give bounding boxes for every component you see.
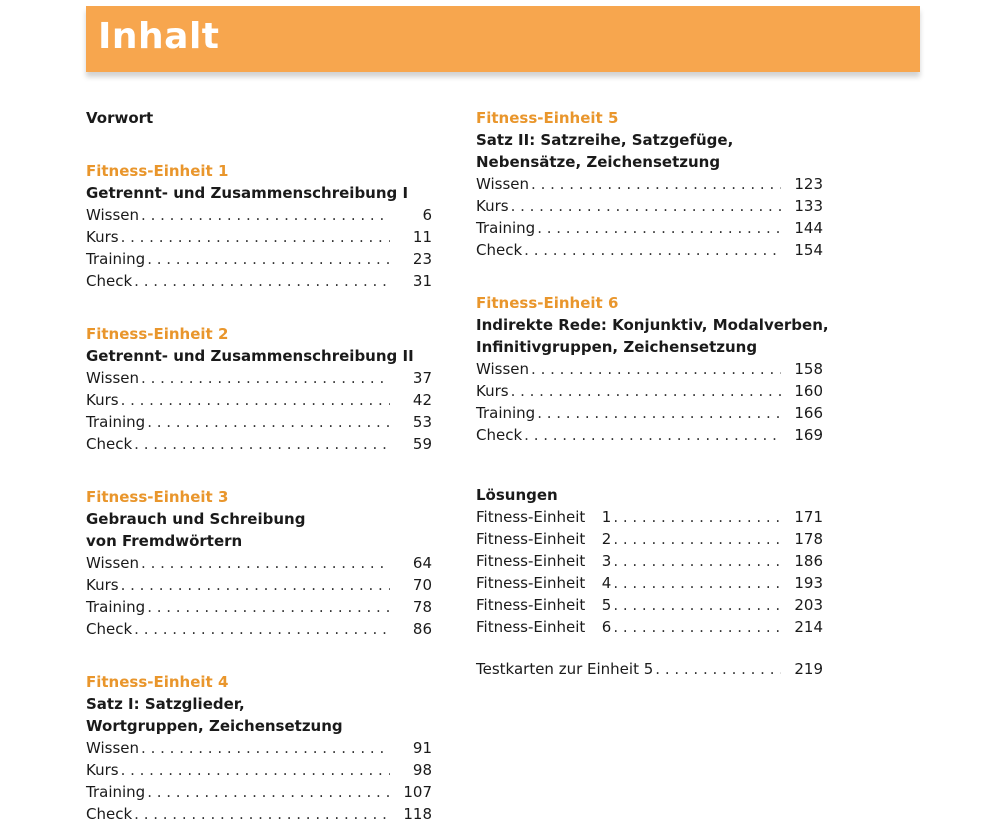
toc-entry[interactable] xyxy=(476,195,823,217)
entry-label: Training xyxy=(476,404,536,422)
page-number: 178 xyxy=(794,530,823,548)
entry-label: Kurs xyxy=(86,391,119,409)
entry-label: Training xyxy=(86,783,146,801)
toc-unit-1 xyxy=(86,160,432,292)
page-number: 160 xyxy=(794,382,823,400)
toc-entry[interactable] xyxy=(476,358,823,380)
dot-leader xyxy=(141,367,390,389)
page-number: 158 xyxy=(794,360,823,378)
page-number: 91 xyxy=(412,739,432,757)
dot-leader xyxy=(531,358,781,380)
toc-entry[interactable] xyxy=(86,552,432,574)
entry-label: Fitness-Einheit xyxy=(476,530,586,548)
entry-label: Fitness-Einheit xyxy=(476,552,586,570)
toc-entry[interactable] xyxy=(476,380,823,402)
entry-label: Check xyxy=(476,426,523,444)
toc-entry[interactable] xyxy=(476,616,823,638)
page-number: 203 xyxy=(794,596,823,614)
entry-label: Check xyxy=(86,805,133,823)
entry-label: Testkarten zur Einheit 5 xyxy=(476,660,654,678)
dot-leader xyxy=(613,616,781,638)
toc-unit-2 xyxy=(86,323,432,455)
entry-label: Fitness-Einheit xyxy=(476,508,586,526)
page-number: 107 xyxy=(403,783,432,801)
unit-number: 4 xyxy=(601,574,612,592)
toc-left-column xyxy=(86,107,432,825)
toc-entry[interactable] xyxy=(86,411,432,433)
toc-entry-testkarten[interactable] xyxy=(476,658,823,680)
entry-label: Check xyxy=(86,272,133,290)
toc-right-column xyxy=(476,107,829,680)
unit-heading[interactable]: Fitness-Einheit 5 xyxy=(476,109,619,127)
toc-entry[interactable] xyxy=(476,550,823,572)
entry-label: Wissen xyxy=(86,369,140,387)
unit-topic: Satz I: Satzglieder, xyxy=(86,695,245,713)
unit-topic: Indirekte Rede: Konjunktiv, Modalverben, xyxy=(476,316,829,334)
page-number: 86 xyxy=(412,620,432,638)
vorwort-heading[interactable]: Vorwort xyxy=(86,109,154,127)
entry-label: Kurs xyxy=(476,197,509,215)
dot-leader xyxy=(134,270,390,292)
dot-leader xyxy=(613,528,781,550)
unit-topic: Gebrauch und Schreibung xyxy=(86,510,306,528)
dot-leader xyxy=(147,411,390,433)
dot-leader xyxy=(613,594,781,616)
page-number: 133 xyxy=(794,197,823,215)
page-number: 64 xyxy=(412,554,432,572)
unit-topic: von Fremdwörtern xyxy=(86,532,243,550)
entry-label: Fitness-Einheit xyxy=(476,618,586,636)
unit-topic: Nebensätze, Zeichensetzung xyxy=(476,153,721,171)
unit-topic: Getrennt- und Zusammenschreibung I xyxy=(86,184,409,202)
entry-label: Training xyxy=(86,598,146,616)
dot-leader xyxy=(147,248,390,270)
entry-label: Kurs xyxy=(86,761,119,779)
page-number: 11 xyxy=(412,228,432,246)
entry-label: Wissen xyxy=(86,739,140,757)
page-number: 193 xyxy=(794,574,823,592)
dot-leader xyxy=(134,803,390,825)
toc-entry[interactable] xyxy=(476,217,823,239)
dot-leader xyxy=(613,550,781,572)
page-number: 219 xyxy=(794,660,823,678)
loesungen-heading[interactable]: Lösungen xyxy=(476,486,558,504)
unit-heading[interactable]: Fitness-Einheit 1 xyxy=(86,162,229,180)
unit-heading[interactable]: Fitness-Einheit 4 xyxy=(86,673,229,691)
entry-label: Wissen xyxy=(476,360,530,378)
page-number: 59 xyxy=(412,435,432,453)
dot-leader xyxy=(134,618,390,640)
toc-entry[interactable] xyxy=(476,572,823,594)
dot-leader xyxy=(121,226,390,248)
toc-entry[interactable] xyxy=(86,389,432,411)
unit-topic: Satz II: Satzreihe, Satzgefüge, xyxy=(476,131,734,149)
toc-entry[interactable] xyxy=(86,204,432,226)
unit-number: 2 xyxy=(601,530,612,548)
entry-label: Training xyxy=(86,250,146,268)
unit-number: 3 xyxy=(601,552,612,570)
unit-heading[interactable]: Fitness-Einheit 3 xyxy=(86,488,229,506)
page-number: 37 xyxy=(412,369,432,387)
toc-unit-3 xyxy=(86,486,432,640)
toc-entry[interactable] xyxy=(86,737,432,759)
toc-entry[interactable] xyxy=(86,226,432,248)
dot-leader xyxy=(524,424,781,446)
dot-leader xyxy=(531,173,781,195)
dot-leader xyxy=(141,552,390,574)
unit-topic: Infinitivgruppen, Zeichensetzung xyxy=(476,338,758,356)
toc-entry[interactable] xyxy=(86,433,432,455)
entry-label: Wissen xyxy=(86,554,140,572)
entry-label: Kurs xyxy=(86,228,119,246)
toc-entry[interactable] xyxy=(476,173,823,195)
dot-leader xyxy=(537,217,781,239)
entry-label: Check xyxy=(86,435,133,453)
toc-entry[interactable] xyxy=(476,528,823,550)
page-number: 42 xyxy=(412,391,432,409)
entry-label: Training xyxy=(476,219,536,237)
dot-leader xyxy=(121,389,390,411)
dot-leader xyxy=(613,506,781,528)
page-number: 171 xyxy=(794,508,823,526)
entry-label: Wissen xyxy=(86,206,140,224)
page-title: Inhalt xyxy=(98,16,220,57)
page-number: 169 xyxy=(794,426,823,444)
toc-entry[interactable] xyxy=(476,594,823,616)
page-number: 6 xyxy=(422,206,432,224)
page-number: 23 xyxy=(412,250,432,268)
title-banner xyxy=(86,6,920,72)
unit-number: 6 xyxy=(601,618,612,636)
toc-entry[interactable] xyxy=(86,574,432,596)
dot-leader xyxy=(511,380,781,402)
page-number: 154 xyxy=(794,241,823,259)
page-number: 78 xyxy=(412,598,432,616)
toc-entry[interactable] xyxy=(86,618,432,640)
toc-entry[interactable] xyxy=(86,596,432,618)
toc-entry[interactable] xyxy=(86,803,432,825)
toc-unit-6 xyxy=(476,292,829,446)
page-number: 98 xyxy=(412,761,432,779)
toc-entry[interactable] xyxy=(476,239,823,261)
entry-label: Kurs xyxy=(86,576,119,594)
unit-number: 5 xyxy=(601,596,612,614)
entry-label: Kurs xyxy=(476,382,509,400)
toc-entry[interactable] xyxy=(86,759,432,781)
dot-leader xyxy=(147,596,390,618)
page-number: 186 xyxy=(794,552,823,570)
page-number: 144 xyxy=(794,219,823,237)
entry-label: Check xyxy=(476,241,523,259)
unit-topic: Getrennt- und Zusammenschreibung II xyxy=(86,347,414,365)
unit-heading[interactable]: Fitness-Einheit 2 xyxy=(86,325,229,343)
page-number: 31 xyxy=(412,272,432,290)
entry-label: Training xyxy=(86,413,146,431)
toc-unit-4 xyxy=(86,671,432,825)
page-number: 118 xyxy=(403,805,432,823)
page-number: 70 xyxy=(412,576,432,594)
page-number: 166 xyxy=(794,404,823,422)
entry-label: Fitness-Einheit xyxy=(476,596,586,614)
dot-leader xyxy=(141,204,390,226)
entry-label: Fitness-Einheit xyxy=(476,574,586,592)
toc-entry[interactable] xyxy=(86,367,432,389)
dot-leader xyxy=(121,759,390,781)
toc-entry[interactable] xyxy=(86,270,432,292)
unit-heading[interactable]: Fitness-Einheit 6 xyxy=(476,294,619,312)
dot-leader xyxy=(613,572,781,594)
toc-entry[interactable] xyxy=(476,402,823,424)
dot-leader xyxy=(537,402,781,424)
page-number: 214 xyxy=(794,618,823,636)
dot-leader xyxy=(655,658,781,680)
page-number: 53 xyxy=(412,413,432,431)
dot-leader xyxy=(141,737,390,759)
dot-leader xyxy=(524,239,781,261)
toc-entry[interactable] xyxy=(476,424,823,446)
dot-leader xyxy=(121,574,390,596)
entry-label: Wissen xyxy=(476,175,530,193)
toc-unit-5 xyxy=(476,107,823,261)
toc-entry[interactable] xyxy=(476,506,823,528)
unit-topic: Wortgruppen, Zeichensetzung xyxy=(86,717,343,735)
dot-leader xyxy=(511,195,781,217)
unit-number: 1 xyxy=(601,508,612,526)
entry-label: Check xyxy=(86,620,133,638)
toc-entry[interactable] xyxy=(86,248,432,270)
dot-leader xyxy=(134,433,390,455)
toc-loesungen xyxy=(476,484,823,638)
page-number: 123 xyxy=(794,175,823,193)
